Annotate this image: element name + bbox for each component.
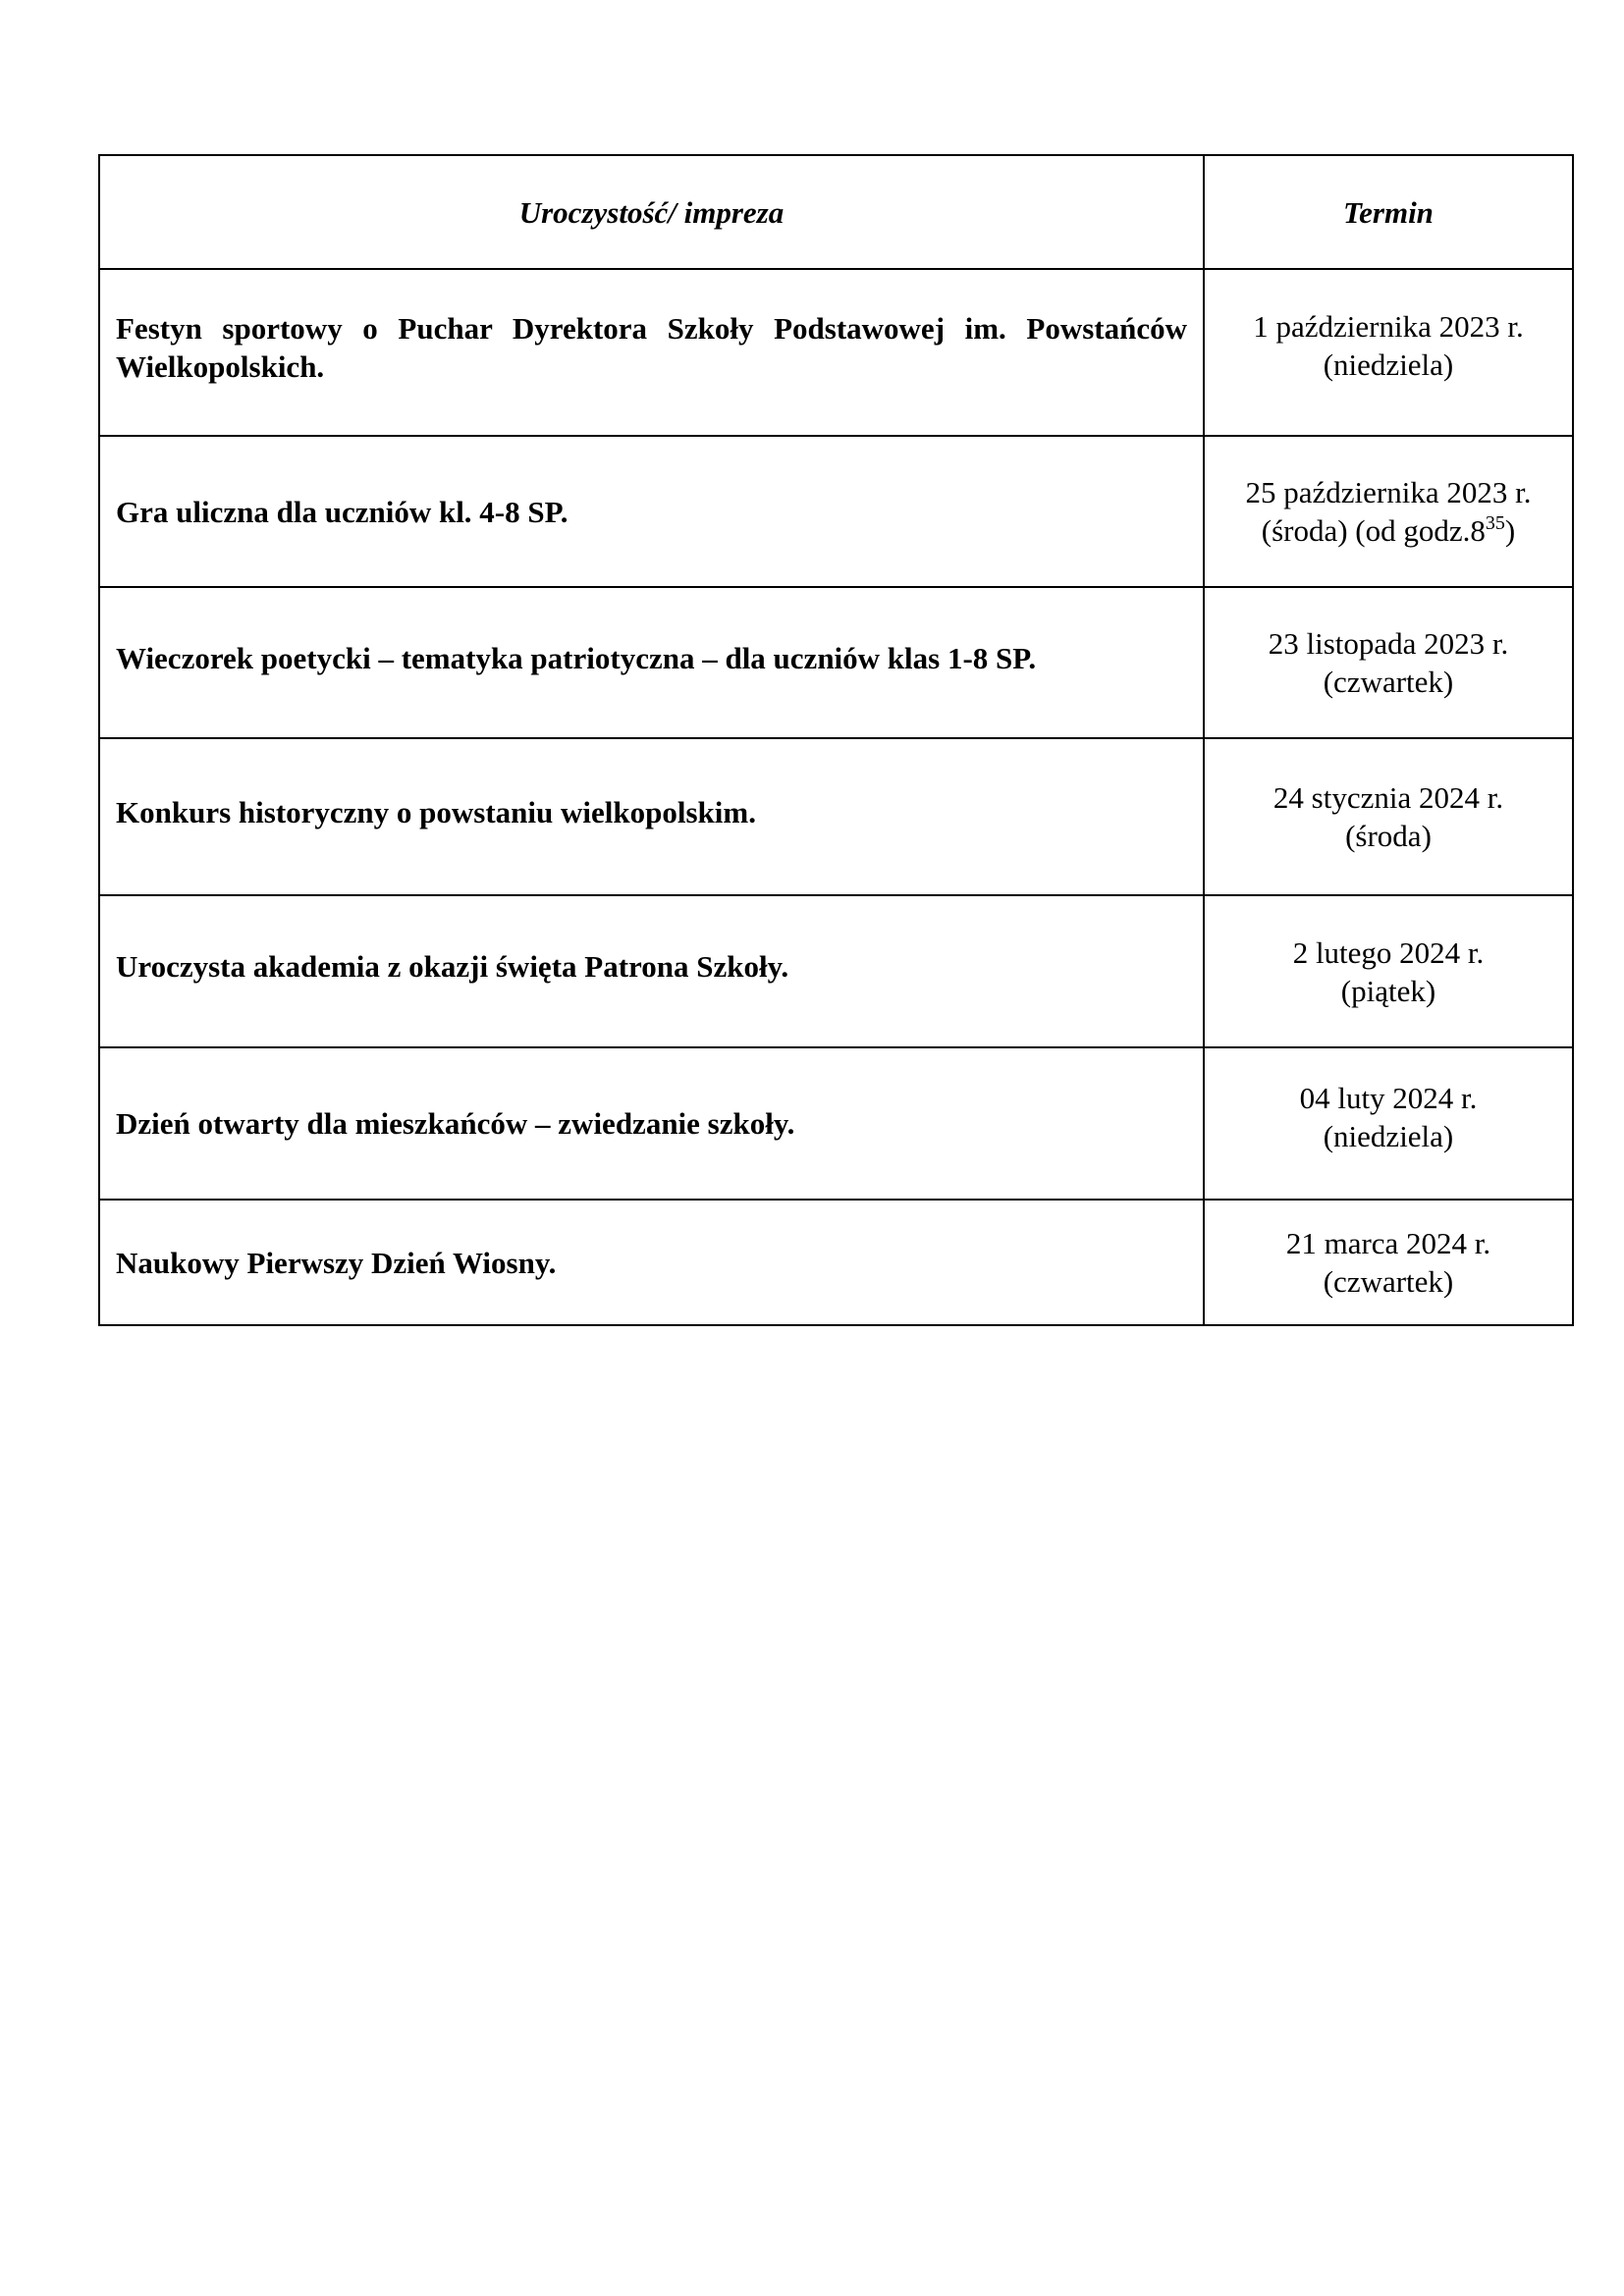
event-name: Festyn sportowy o Puchar Dyrektora Szkoły Podstawowej im. Powstańców Wielkopolskich. (116, 311, 1187, 384)
date-weekday: (piątek) (1340, 973, 1436, 1008)
time-minutes-superscript: 35 (1485, 512, 1505, 534)
date-weekday: (czwartek) (1323, 1264, 1454, 1299)
header-event: Uroczystość/ impreza (99, 155, 1204, 269)
event-cell (99, 269, 1204, 436)
date-cell (1204, 436, 1573, 587)
event-name: Wieczorek poetycki – tematyka patriotyczna – dla uczniów klas 1-8 SP. (116, 640, 1037, 675)
table-row (99, 1047, 1573, 1200)
event-name: Konkurs historyczny o powstaniu wielkopolskim. (116, 794, 756, 829)
date-weekday-time (1213, 511, 1564, 550)
date-weekday: (środa) (1345, 819, 1432, 853)
table-row (99, 1200, 1573, 1325)
event-name: Naukowy Pierwszy Dzień Wiosny. (116, 1245, 557, 1280)
date-weekday-suffix: ) (1504, 513, 1516, 548)
table-row (99, 895, 1573, 1047)
table-row (99, 738, 1573, 895)
date-cell (1204, 269, 1573, 436)
table-row (99, 269, 1573, 436)
date-value: 25 października 2023 r. (1245, 475, 1532, 509)
event-cell (99, 1047, 1204, 1200)
event-cell (99, 895, 1204, 1047)
event-cell (99, 738, 1204, 895)
event-cell (99, 1200, 1204, 1325)
event-cell (99, 587, 1204, 738)
date-cell (1204, 895, 1573, 1047)
events-schedule-table (98, 154, 1574, 1326)
event-name: Gra uliczna dla uczniów kl. 4-8 SP. (116, 494, 568, 529)
header-date: Termin (1204, 155, 1573, 269)
date-value: 24 stycznia 2024 r. (1272, 780, 1504, 815)
date-weekday: (niedziela) (1323, 1118, 1454, 1153)
date-cell (1204, 1047, 1573, 1200)
date-weekday: (czwartek) (1323, 665, 1454, 699)
date-value: 23 listopada 2023 r. (1268, 626, 1509, 661)
date-value: 04 luty 2024 r. (1299, 1080, 1478, 1115)
date-value: 2 lutego 2024 r. (1292, 934, 1485, 970)
date-cell (1204, 1200, 1573, 1325)
event-name: Dzień otwarty dla mieszkańców – zwiedzanie szkoły. (116, 1106, 795, 1141)
table-row (99, 587, 1573, 738)
date-value: 21 marca 2024 r. (1285, 1226, 1491, 1260)
event-cell (99, 436, 1204, 587)
date-weekday: (niedziela) (1323, 347, 1454, 382)
date-cell (1204, 738, 1573, 895)
event-name: Uroczysta akademia z okazji święta Patrona Szkoły. (116, 949, 789, 984)
table-row (99, 436, 1573, 587)
date-cell (1204, 587, 1573, 738)
date-weekday-prefix: (środa) (od godz.8 (1261, 513, 1486, 548)
date-value: 1 października 2023 r. (1253, 309, 1524, 344)
table-header-row (99, 155, 1573, 269)
